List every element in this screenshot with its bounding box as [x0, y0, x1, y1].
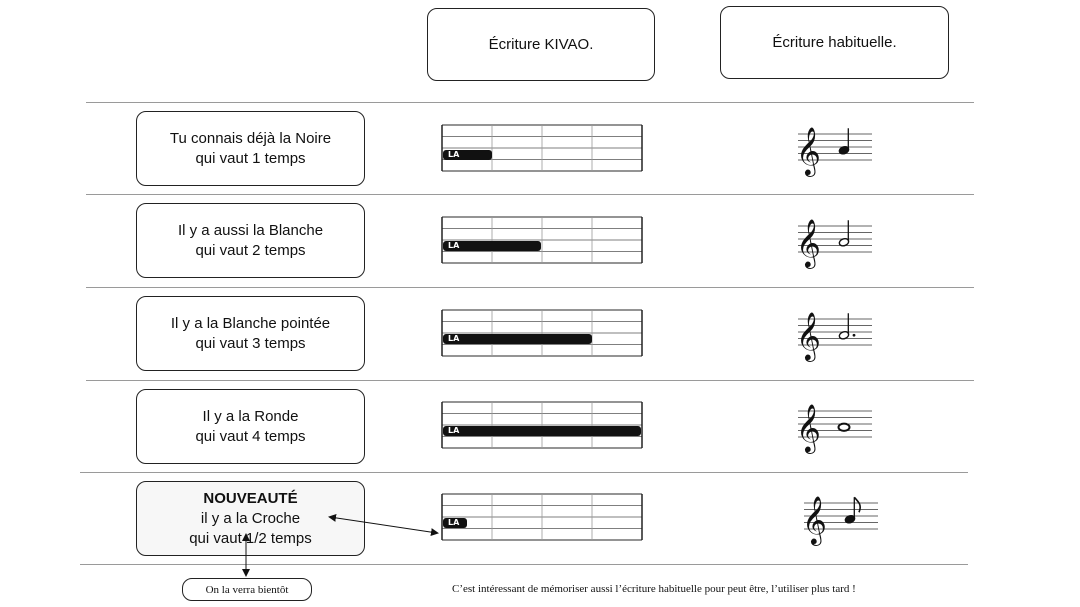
- kivao-note-bar: [443, 518, 467, 528]
- row-line2: qui vaut 2 temps: [195, 241, 306, 259]
- note-dot-icon: [853, 334, 856, 337]
- header-kivao-label: Écriture KIVAO.: [488, 35, 594, 53]
- row-line2: qui vaut 1 temps: [195, 149, 306, 167]
- note-label: LA: [448, 241, 460, 250]
- row-line2: qui vaut 4 temps: [195, 427, 306, 445]
- row-line1: Il y a aussi la Blanche: [177, 221, 324, 239]
- kivao-note-bar: [443, 426, 641, 436]
- note-flag-icon: [854, 497, 860, 512]
- note-label: LA: [448, 518, 460, 527]
- note-head-icon: [839, 424, 850, 431]
- footer-note-text: C’est intéressant de mémoriser aussi l’écriture habituelle pour peut être, l’utiliser plus tard !: [452, 583, 856, 595]
- treble-clef-icon: 𝄞: [796, 403, 821, 452]
- row-line1: Il y a la Ronde: [202, 407, 299, 425]
- treble-clef-icon: 𝄞: [796, 218, 821, 267]
- coming-soon-pill: [182, 578, 312, 601]
- row-line2: qui vaut 3 temps: [195, 334, 306, 352]
- link-arrow-icon: [330, 517, 437, 533]
- row-title: NOUVEAUTÉ: [203, 489, 298, 507]
- note-label: LA: [448, 334, 460, 343]
- note-label: LA: [448, 426, 460, 435]
- row-line1: il y a la Croche: [200, 509, 301, 527]
- row-line2: qui vaut 1/2 temps: [189, 529, 312, 547]
- note-label: LA: [448, 150, 460, 159]
- coming-soon-label: On la verra bientôt: [205, 583, 289, 596]
- kivao-note-bar: [443, 334, 592, 344]
- treble-clef-icon: 𝄞: [802, 495, 827, 544]
- row-line1: Tu connais déjà la Noire: [169, 129, 332, 147]
- footer-note: [452, 583, 912, 595]
- header-habituelle-label: Écriture habituelle.: [772, 33, 897, 51]
- treble-clef-icon: 𝄞: [796, 311, 821, 360]
- treble-clef-icon: 𝄞: [796, 126, 821, 175]
- kivao-note-bar: [443, 150, 492, 160]
- row-line1: Il y a la Blanche pointée: [170, 314, 331, 332]
- kivao-note-bar: [443, 241, 541, 251]
